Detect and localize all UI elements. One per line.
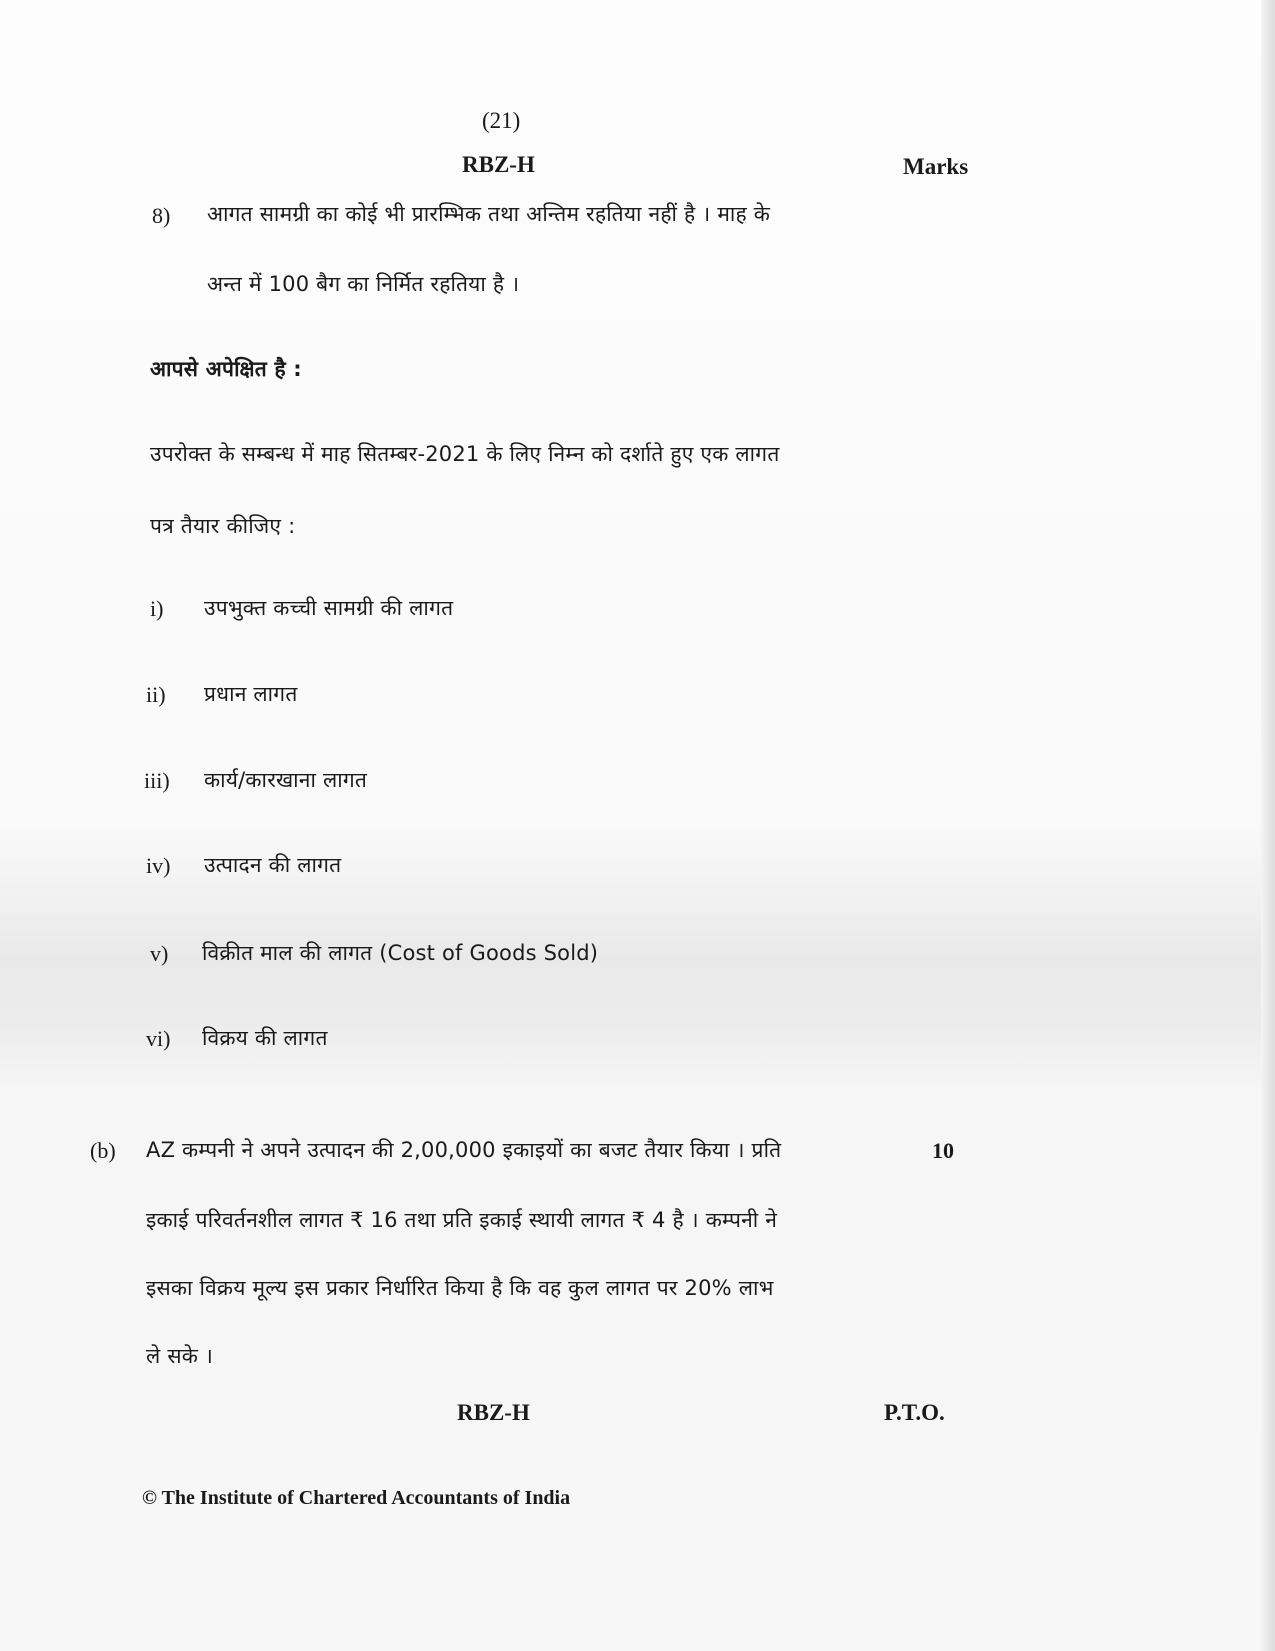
marks-column-label: Marks — [903, 154, 969, 179]
item-1-number: i) — [150, 596, 164, 621]
paper-code-footer: RBZ-H — [457, 1400, 530, 1425]
part-b-line-2: इकाई परिवर्तनशील लागत ₹ 16 तथा प्रति इकाई स्थायी लागत ₹ 4 है । कम्पनी ने — [146, 1208, 778, 1232]
page-edge-shadow — [1261, 0, 1275, 1651]
page-number: (21) — [482, 108, 521, 133]
item-3-text: कार्य/कारखाना लागत — [204, 768, 368, 792]
item-6-text: विक्रय की लागत — [202, 1026, 328, 1050]
item-2-number: ii) — [146, 682, 166, 707]
point-8-line-1: आगत सामग्री का कोई भी प्रारम्भिक तथा अन्तिम रहतिया नहीं है । माह के — [207, 202, 771, 226]
required-intro-line-2: पत्र तैयार कीजिए : — [150, 514, 296, 538]
item-4-number: iv) — [146, 853, 171, 878]
point-8-number: 8) — [152, 203, 171, 228]
item-5-text: विक्रीत माल की लागत (Cost of Goods Sold) — [202, 941, 599, 965]
item-1-text: उपभुक्त कच्ची सामग्री की लागत — [204, 596, 454, 620]
item-2-text: प्रधान लागत — [204, 682, 298, 706]
part-b-label: (b) — [90, 1138, 116, 1163]
part-b-line-1: AZ कम्पनी ने अपने उत्पादन की 2,00,000 इकाइयों का बजट तैयार किया । प्रति — [146, 1138, 782, 1162]
item-5-number: v) — [150, 941, 169, 966]
paper-code-header: RBZ-H — [462, 152, 535, 177]
pto-label: P.T.O. — [884, 1400, 945, 1425]
required-heading: आपसे अपेक्षित है : — [150, 357, 302, 381]
item-3-number: iii) — [144, 768, 170, 793]
item-6-number: vi) — [146, 1026, 171, 1051]
point-8-line-2: अन्त में 100 बैग का निर्मित रहतिया है । — [207, 272, 520, 296]
part-b-line-4: ले सके । — [146, 1344, 214, 1368]
required-intro-line-1: उपरोक्त के सम्बन्ध में माह सितम्बर-2021 के लिए निम्न को दर्शाते हुए एक लागत — [150, 442, 780, 466]
copyright-notice: © The Institute of Chartered Accountants of India — [142, 1487, 571, 1509]
part-b-line-3: इसका विक्रय मूल्य इस प्रकार निर्धारित किया है कि वह कुल लागत पर 20% लाभ — [146, 1276, 774, 1300]
item-4-text: उत्पादन की लागत — [204, 853, 342, 877]
part-b-marks: 10 — [932, 1138, 954, 1163]
